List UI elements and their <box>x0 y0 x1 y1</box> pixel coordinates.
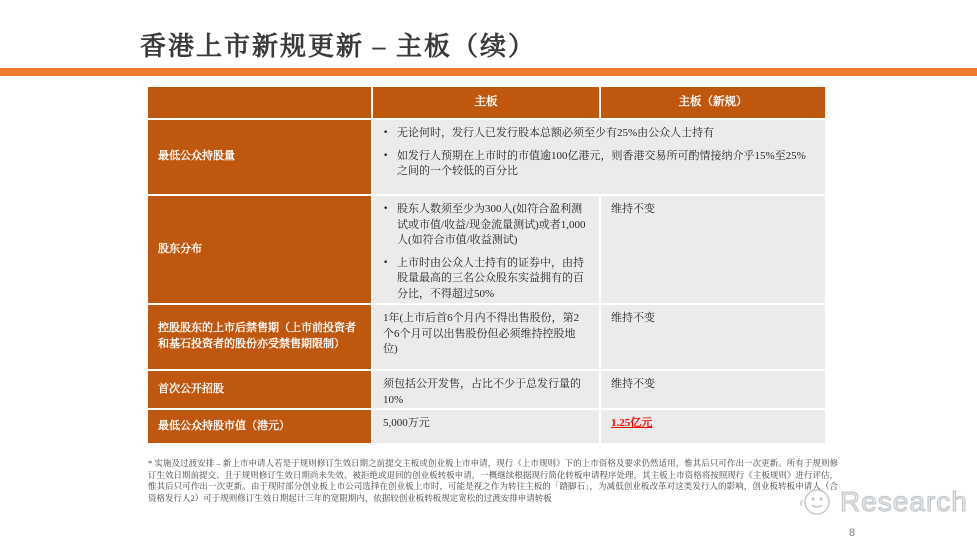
bullet-item <box>383 126 815 142</box>
table-corner-cell <box>148 87 371 118</box>
row-label-min-public-float: 最低公众持股量 <box>148 120 371 194</box>
cell-shareholder-spread-main <box>373 196 599 303</box>
cell-lockup-period-new: 维持不变 <box>601 305 825 369</box>
cell-shareholder-spread-new: 维持不变 <box>601 196 825 303</box>
slide-title: 香港上市新规更新 – 主板（续） <box>140 32 537 61</box>
cell-lockup-period-main: 1年(上市后首6个月内不得出售股份，第2个6个月可以出售股份但必须维持控股地位) <box>373 305 599 369</box>
bullet-text: 无论何时，发行人已发行股本总额必须至少有25%由公众人士持有 <box>397 127 715 139</box>
bullet-item <box>383 149 815 180</box>
research-logo <box>798 484 968 520</box>
cell-ipo-offering-main: 须包括公开发售，占比不少于总发行量的10% <box>373 371 599 408</box>
row-label-min-market-cap: 最低公众持股市值（港元） <box>148 410 371 443</box>
row-label-ipo-offering: 首次公开招股 <box>148 371 371 408</box>
bullet-text: 上市时由公众人士持有的证券中，由持股量最高的三名公众股东实益拥有的百分比，不得超过50% <box>397 256 584 301</box>
page-number: 8 <box>849 527 856 539</box>
cell-min-public-float-main <box>373 120 825 194</box>
cell-min-market-cap-main: 5,000万元 <box>373 410 599 443</box>
row-label-lockup-period: 控股股东的上市后禁售期（上市前投资者和基石投资者的股份亦受禁售期限制） <box>148 305 371 369</box>
highlighted-new-value: 1.25亿元 <box>611 417 653 429</box>
column-header-main: 主板 <box>373 87 599 118</box>
bullet-icon: • <box>383 150 389 161</box>
bullet-item <box>383 256 589 303</box>
bullet-icon: • <box>383 128 389 138</box>
listing-rules-table <box>148 87 825 443</box>
research-logo-text: Research <box>840 486 968 517</box>
column-header-new: 主板（新规） <box>601 87 825 118</box>
cell-ipo-offering-new: 维持不变 <box>601 371 825 408</box>
row-label-shareholder-spread: 股东分布 <box>148 196 371 303</box>
bullet-text: 股东人数须至少为300人(如符合盈利测试或市值/收益/现金流量测试)或者1,000人(如符合市值/收益测试) <box>397 203 586 247</box>
bullet-text: 如发行人预期在上市时的市值逾100亿港元，则香港交易所可酌情接纳介乎15%至25%之间的一个较低的百分比 <box>397 149 806 178</box>
title-rule <box>0 68 977 76</box>
cell-min-market-cap-new <box>601 410 825 443</box>
bullet-item <box>383 202 589 249</box>
research-logo-icon <box>798 484 834 520</box>
footnote: * 实施及过渡安排 – 新上市申请人若是于规则修订生效日期之前提交主板或创业板上市申请，现行《上市规则》下的上市资格及要求仍然适用，惟其后只可作出一次更新。所有于规则修订生效日期前提交、且于规则修订生效日期尚未失效、被拒绝或退回的创业板转板申请，一概继续根据现行简化转板申请程序处理，其主板上市资格将按照现行《主板规则》进行评估，惟其后只可作出一次更新。由于现时部分创业板上市公司选择在创业板上市时，可能是视之作为转往主板的「踏脚石」，为减低创业板改革对这类发行人的影响，创业板转板申请人（合资格发行人2）可于规则修订生效日期起计三年的宽限期内，依据较创业板转板规定宽松的过渡安排申请转板 <box>148 458 838 503</box>
bullet-icon: • <box>383 204 389 214</box>
bullet-icon: • <box>383 257 389 268</box>
